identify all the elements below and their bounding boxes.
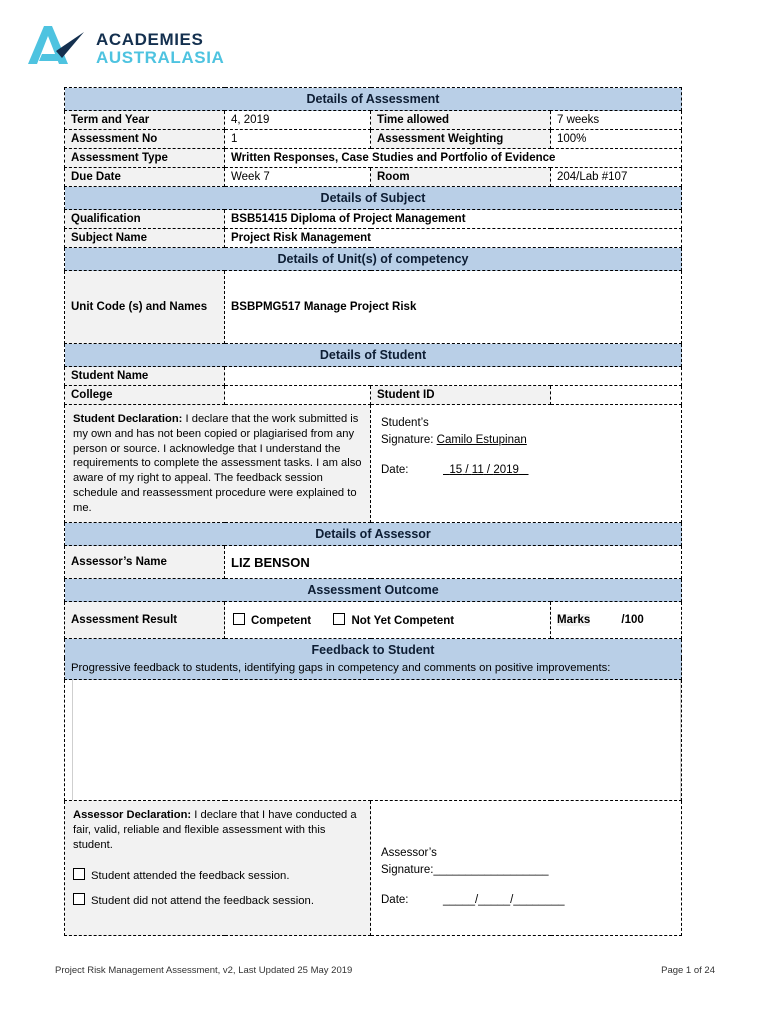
table-row <box>65 386 682 405</box>
time-allowed-value[interactable]: 7 weeks <box>551 111 682 130</box>
feedback-body-cell[interactable] <box>65 680 682 801</box>
marks-label: Marks <box>557 614 591 627</box>
logo-wordmark <box>96 31 224 66</box>
student-declaration-text: I declare that the work submitted is my own and has not been copied or plagiarised from any person or source. I acknowledge that I understand the requirements to complete the assessment tasks. I am also aware of my right to appeal. The feedback session schedule and reassessment procedure were explained to me. <box>73 413 362 514</box>
assessment-weighting-value[interactable]: 100% <box>551 130 682 149</box>
feedback-body-input[interactable] <box>72 680 681 800</box>
competent-checkbox[interactable] <box>233 613 245 625</box>
student-date-day[interactable]: 15 <box>449 464 463 477</box>
student-signature-label-1: Student’s <box>381 417 429 429</box>
time-allowed-label: Time allowed <box>371 111 551 130</box>
college-label: College <box>65 386 225 405</box>
assessment-type-value[interactable]: Written Responses, Case Studies and Portfolio of Evidence <box>225 149 682 168</box>
term-and-year-label: Term and Year <box>65 111 225 130</box>
assessor-date-label: Date: <box>381 894 409 907</box>
section-details-of-assessment: Details of Assessment <box>65 88 682 111</box>
due-date-value[interactable]: Week 7 <box>225 168 371 187</box>
section-header-row <box>65 88 682 111</box>
not-yet-competent-label: Not Yet Competent <box>351 615 455 628</box>
table-row <box>65 546 682 579</box>
college-value[interactable] <box>225 386 371 405</box>
student-date-label: Date: <box>381 464 409 477</box>
assessor-signature-blank[interactable]: __________________ <box>433 863 549 876</box>
assessment-type-label: Assessment Type <box>65 149 225 168</box>
student-signature-block <box>371 405 682 523</box>
footer-document-title: Project Risk Management Assessment, v2, Last Updated 25 May 2019 <box>55 965 353 976</box>
marks-value[interactable]: /100 <box>621 614 644 627</box>
student-name-label: Student Name <box>65 367 225 386</box>
student-not-attended-label: Student did not attend the feedback session. <box>91 895 314 908</box>
table-row <box>65 229 682 248</box>
table-row <box>65 111 682 130</box>
academies-australasia-a-arrow-logo <box>18 24 90 72</box>
student-attended-checkbox[interactable] <box>73 868 85 880</box>
subject-name-label: Subject Name <box>65 229 225 248</box>
assessment-weighting-label: Assessment Weighting <box>371 130 551 149</box>
section-header-row <box>65 579 682 602</box>
attended-row <box>73 868 362 884</box>
outcome-checkbox-group <box>225 602 551 639</box>
feedback-intro-row <box>65 658 682 679</box>
student-name-value[interactable] <box>225 367 682 386</box>
assessor-signature-block <box>371 801 682 936</box>
student-attended-label: Student attended the feedback session. <box>91 870 290 883</box>
assessment-result-label: Assessment Result <box>65 602 225 639</box>
assessor-signature-label-1: Assessor’s <box>381 847 437 860</box>
page-footer <box>55 965 715 976</box>
feedback-intro-text: Progressive feedback to students, identifying gaps in competency and comments on positive improvements: <box>65 658 682 679</box>
brand-logo <box>18 24 238 74</box>
student-signature-line <box>381 432 671 449</box>
logo-line-1: ACADEMIES <box>96 30 204 49</box>
logo-line-2: AUSTRALASIA <box>96 48 225 67</box>
student-not-attended-checkbox[interactable] <box>73 893 85 905</box>
section-header-row <box>65 187 682 210</box>
section-details-of-subject: Details of Subject <box>65 187 682 210</box>
assessor-declaration-heading: Assessor Declaration: <box>73 809 192 822</box>
unit-code-label: Unit Code (s) and Names <box>65 271 225 344</box>
section-header-row <box>65 639 682 659</box>
section-feedback-to-student: Feedback to Student <box>65 639 682 659</box>
table-row <box>65 210 682 229</box>
room-value[interactable]: 204/Lab #107 <box>551 168 682 187</box>
table-row <box>65 130 682 149</box>
table-row <box>65 168 682 187</box>
table-row <box>65 149 682 168</box>
table-row <box>65 271 682 344</box>
section-details-of-student: Details of Student <box>65 344 682 367</box>
room-label: Room <box>371 168 551 187</box>
assessment-no-label: Assessment No <box>65 130 225 149</box>
not-attended-row <box>73 893 362 909</box>
section-header-row <box>65 344 682 367</box>
assessor-signature-line <box>381 862 671 879</box>
term-and-year-value[interactable]: 4, 2019 <box>225 111 371 130</box>
student-declaration-row <box>65 405 682 523</box>
student-id-value[interactable] <box>551 386 682 405</box>
subject-name-value[interactable]: Project Risk Management <box>225 229 682 248</box>
section-details-of-unit: Details of Unit(s) of competency <box>65 248 682 271</box>
student-id-label: Student ID <box>371 386 551 405</box>
student-signature-label-2: Signature: <box>381 433 434 446</box>
assessment-result-row <box>65 602 682 639</box>
due-date-label: Due Date <box>65 168 225 187</box>
section-assessment-outcome: Assessment Outcome <box>65 579 682 602</box>
assessor-date-line <box>381 892 671 909</box>
assessment-cover-form <box>64 87 682 936</box>
student-date-line: Date: 15 / 11 / 2019 <box>381 462 671 479</box>
assessor-signature-label-2: Signature: <box>381 863 434 876</box>
feedback-body-row <box>65 680 682 801</box>
section-header-row <box>65 523 682 546</box>
unit-code-value[interactable]: BSBPMG517 Manage Project Risk <box>225 271 682 344</box>
section-header-row <box>65 248 682 271</box>
assessor-date-blank[interactable]: _____/_____/________ <box>443 894 565 907</box>
table-row <box>65 367 682 386</box>
student-date-month[interactable]: 11 <box>471 464 484 477</box>
not-yet-competent-checkbox[interactable] <box>333 613 345 625</box>
assessor-declaration-row <box>65 801 682 936</box>
assessor-declaration-text: I declare that I have conducted a fair, valid, reliable and flexible assessment with this student. <box>73 809 357 851</box>
assessment-no-value[interactable]: 1 <box>225 130 371 149</box>
qualification-value[interactable]: BSB51415 Diploma of Project Management <box>225 210 682 229</box>
assessor-name-value[interactable]: LIZ BENSON <box>225 546 682 579</box>
student-date-year[interactable]: 2019 <box>493 464 519 477</box>
student-signature-value[interactable]: Camilo Estupinan <box>436 433 527 446</box>
student-declaration-heading: Student Declaration: <box>73 413 183 425</box>
marks-cell <box>551 602 682 639</box>
footer-page-number: Page 1 of 24 <box>661 965 715 976</box>
qualification-label: Qualification <box>65 210 225 229</box>
section-details-of-assessor: Details of Assessor <box>65 523 682 546</box>
competent-label: Competent <box>251 615 312 628</box>
assessor-name-label: Assessor’s Name <box>65 546 225 579</box>
assessor-declaration-block <box>65 801 371 936</box>
student-declaration-block <box>65 405 371 523</box>
